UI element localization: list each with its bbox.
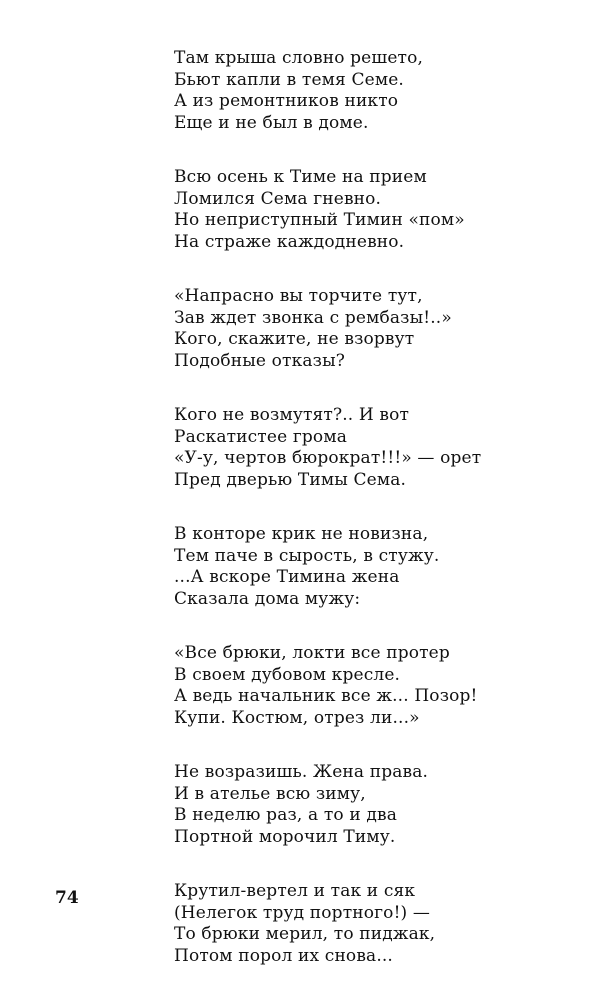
poem-line: Купи. Костюм, отрез ли...» <box>174 707 420 728</box>
stanza <box>174 762 574 848</box>
poem-line: То брюки мерил, то пиджак, <box>174 924 436 944</box>
poem-line: ...А вскоре Тимина жена <box>174 567 400 587</box>
poem-line: В своем дубовом кресле. <box>174 664 401 685</box>
poem-line: И в ателье всю зиму, <box>174 783 366 804</box>
poem-line: Кого, скажите, не взорвут <box>174 329 415 349</box>
poem-line: Там крыша словно решето, <box>174 48 424 68</box>
poem-line: На страже каждодневно. <box>174 231 405 252</box>
poem-line: Кого не возмутят?.. И вот <box>174 405 410 425</box>
poem-line: «Напрасно вы торчите тут, <box>174 286 423 306</box>
poem-line: Всю осень к Тиме на прием <box>174 167 427 187</box>
poem-line: Сказала дома мужу: <box>174 588 361 609</box>
poem-line: Зав ждет звонка с рембазы!..» <box>174 307 452 328</box>
poem-line: В неделю раз, а то и два <box>174 805 398 825</box>
poem-line: Ломился Сема гневно. <box>174 188 382 209</box>
poem-line: Подобные отказы? <box>174 350 346 371</box>
poem-line: (Нелегок труд портного!) — <box>174 902 431 923</box>
stanza <box>174 286 574 372</box>
poem-line: Бьют капли в темя Семе. <box>174 69 404 90</box>
poem-line: Крутил-вертел и так и сяк <box>174 881 416 901</box>
poem-line: А из ремонтников никто <box>174 91 399 111</box>
poem-line: Не возразишь. Жена права. <box>174 762 429 782</box>
stanza <box>174 524 574 610</box>
stanza <box>174 643 574 729</box>
poem-line: «У-у, чертов бюрократ!!!» — орет <box>174 448 482 468</box>
poem-line: А ведь начальник все ж... Позор! <box>174 686 478 706</box>
poem-line: «Все брюки, локти все протер <box>174 643 450 663</box>
poem-line: В конторе крик не новизна, <box>174 524 429 544</box>
stanza <box>174 881 574 967</box>
stanza <box>174 48 574 134</box>
stanza <box>174 167 574 253</box>
poem-line: Но неприступный Тимин «пом» <box>174 210 465 230</box>
poem-line: Пред дверью Тимы Сема. <box>174 469 407 490</box>
stanza <box>174 405 574 491</box>
poem-line: Еще и не был в доме. <box>174 112 369 133</box>
poem <box>174 48 574 1000</box>
poem-line: Портной морочил Тиму. <box>174 826 396 847</box>
poem-line: Потом порол их снова... <box>174 945 393 966</box>
poem-line: Тем паче в сырость, в стужу. <box>174 545 440 566</box>
page-number: 74 <box>55 888 79 908</box>
poem-line: Раскатистее грома <box>174 426 347 447</box>
